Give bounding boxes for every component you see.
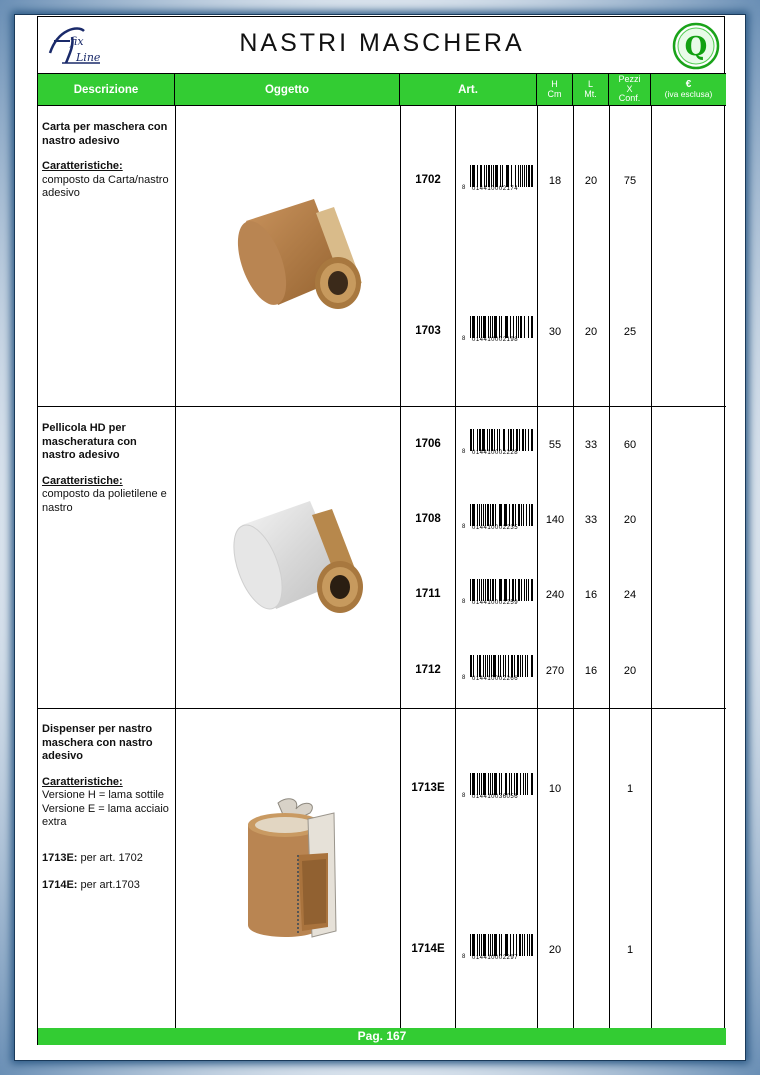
barcode: 8 014410002235	[460, 504, 536, 532]
height-value: 55	[548, 439, 562, 451]
barcode-stripe	[533, 579, 534, 601]
article-code: 1711	[415, 588, 441, 600]
pieces-value: 25	[623, 326, 637, 338]
barcode: 8 014410002174	[460, 165, 536, 193]
svg-text:Q: Q	[684, 32, 708, 62]
barcode-stripe	[533, 504, 534, 526]
grid-line	[537, 106, 538, 1028]
length-value: 33	[584, 514, 598, 526]
barcode-stripe	[533, 934, 534, 956]
pieces-value: 1	[626, 944, 634, 956]
product-description: Pellicola HD per mascheratura con nastro adesivo Caratteristiche: composto da polietilene e nastro	[42, 422, 167, 514]
col-oggetto: Oggetto	[175, 73, 400, 106]
compat-note: 1714E: per art.1703	[42, 879, 140, 891]
paper-roll-image	[226, 193, 366, 313]
article-code: 1706	[415, 438, 441, 450]
length-value: 33	[584, 439, 598, 451]
col-art: Art.	[400, 73, 537, 106]
grid-line	[609, 106, 610, 1028]
barcode: 8 014410002198	[460, 316, 536, 344]
page-header	[38, 17, 726, 73]
pieces-value: 60	[623, 439, 637, 451]
barcode-bars	[470, 504, 534, 526]
length-value: 20	[584, 175, 598, 187]
page-frame	[14, 14, 746, 1061]
col-price: € (iva esclusa)	[651, 73, 726, 106]
compat-note: 1713E: per art. 1702	[42, 851, 143, 864]
grid-line	[175, 106, 176, 1028]
barcode-bars	[470, 316, 534, 338]
pieces-value: 24	[623, 589, 637, 601]
height-value: 270	[545, 665, 565, 677]
barcode: 8 014410002266	[460, 655, 536, 683]
grid-line	[455, 106, 456, 1028]
col-l: L Mt.	[573, 73, 609, 106]
quality-badge-icon	[672, 22, 720, 70]
barcode-stripe	[533, 429, 534, 451]
product-description: Dispenser per nastro maschera con nastro adesivo Caratteristiche: Versione H = lama sottile Versione E = lama acciaio extra 1713E: per art. 1702 1714E: per art.1703	[42, 723, 172, 893]
barcode: 8 014410002228	[460, 429, 536, 457]
svg-text:fix: fix	[70, 35, 84, 48]
page-title: NASTRI MASCHERA	[239, 29, 525, 57]
height-value: 20	[548, 944, 562, 956]
length-value: 16	[584, 665, 598, 677]
catalog-sheet	[37, 16, 725, 1045]
barcode-stripe	[533, 655, 534, 677]
page-number: Pag. 167	[38, 1028, 726, 1045]
length-value: 20	[584, 326, 598, 338]
article-code: 1714E	[411, 943, 445, 955]
plastic-film-roll-image	[224, 495, 370, 617]
row-divider	[38, 708, 726, 709]
barcode-stripe	[533, 773, 534, 795]
barcode-bars	[470, 934, 534, 956]
barcode: 8 014410002259	[460, 579, 536, 607]
barcode: 8 014410036056	[460, 773, 536, 801]
barcode: 8 014410002297	[460, 934, 536, 962]
barcode-bars	[470, 773, 534, 795]
pieces-value: 1	[626, 783, 634, 795]
product-description: Carta per maschera con nastro adesivo Caratteristiche: composto da Carta/nastro adesivo	[42, 121, 169, 199]
height-value: 18	[548, 175, 562, 187]
article-code: 1713E	[411, 782, 445, 794]
grid-line	[651, 106, 652, 1028]
height-value: 10	[548, 783, 562, 795]
height-value: 140	[545, 514, 565, 526]
barcode-bars	[470, 429, 534, 451]
barcode-bars	[470, 579, 534, 601]
grid-line	[400, 106, 401, 1028]
pieces-value: 20	[623, 665, 637, 677]
col-pezzi: Pezzi X Conf.	[609, 73, 651, 106]
article-code: 1708	[415, 513, 441, 525]
article-code: 1712	[415, 664, 441, 676]
grid-line	[573, 106, 574, 1028]
barcode-bars	[470, 655, 534, 677]
tape-dispenser-image	[242, 795, 348, 945]
pieces-value: 20	[623, 514, 637, 526]
article-code: 1703	[415, 325, 441, 337]
article-code: 1702	[415, 174, 441, 186]
height-value: 240	[545, 589, 565, 601]
svg-text:Line: Line	[76, 51, 101, 64]
height-value: 30	[548, 326, 562, 338]
col-h: H Cm	[537, 73, 573, 106]
barcode-stripe	[533, 316, 534, 338]
pieces-value: 75	[623, 175, 637, 187]
col-descrizione: Descrizione	[38, 73, 175, 106]
barcode-stripe	[533, 165, 534, 187]
barcode-bars	[470, 165, 534, 187]
length-value: 16	[584, 589, 598, 601]
row-divider	[38, 406, 726, 407]
